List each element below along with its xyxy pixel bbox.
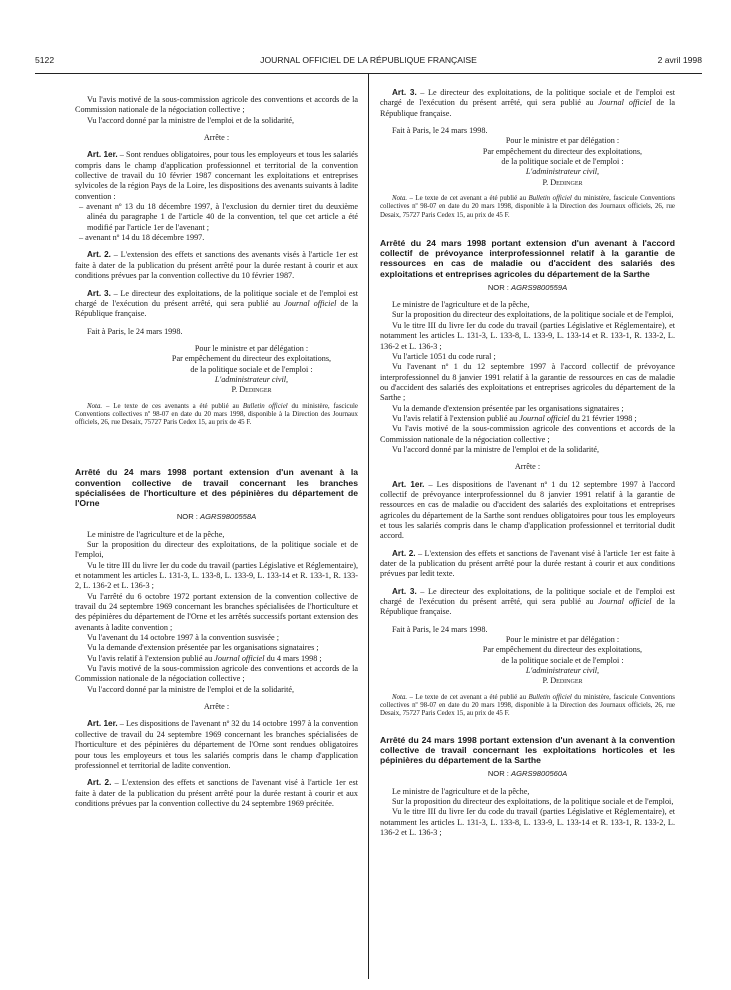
paragraph: Vu l'arrêté du 6 octobre 1972 portant extension de la convention collective de travail du 24 septembre 1969 concernant les branches spécialisées de l'horticulture et des pépinières du département de l'Orne et les arrêtés successifs portant extension des avenants à ladite convention ; (75, 591, 358, 632)
signatory-name: P. Dedinger (542, 177, 583, 187)
paragraph: Le ministre de l'agriculture et de la pêche, (392, 300, 530, 310)
paragraph: Vu l'avis motivé de la sous-commission agricole des conventions et accords de la Commission nationale de la négociation collective ; (380, 424, 675, 444)
article-text: – Sont rendues obligatoires, pour tous les employeurs et tous les salariés compris dans le champ d'application professionnel et territorial de la convention collective de travail du 10 février 1987 concernant les exploitations et entreprises sylvicoles de la région Pays de la Loire, les dispositions des avenants suivants à ladite convention : (75, 150, 358, 201)
paragraph: Vu la demande d'extension présentée par les organisations signataires ; (87, 643, 319, 653)
article-text: – Les dispositions de l'avenant nº 32 du 14 octobre 1997 à la convention collective de travail du 24 septembre 1969 concernant les branches spécialisées de l'horticulture et des pépinières du département de l'Orne sont rendues obligatoires pour tous les employeurs et tous les salariés compris dans le champ d'application professionnel et territorial de ladite convention. (75, 719, 358, 770)
article-3 (75, 289, 358, 320)
decree-title: Arrêté du 24 mars 1998 portant extension d'un avenant à l'accord collectif de prévoyance interprofessionnel relatif à la garantie de ressources en cas de maladie ou d'accident des salariés des exploitations et entreprises agricoles du département de la Sarthe (380, 237, 675, 279)
bulletin-ref: Bulletin officiel (528, 195, 572, 203)
journal-ref: Journal officiel (284, 298, 337, 308)
article-text: – Le directeur des exploitations, de la politique sociale et de l'emploi est chargé de l'exécution du présent arrêté, qui sera publié au (380, 88, 675, 108)
signature-line: Par empêchement du directeur des exploitations, (482, 645, 643, 655)
arrete-heading: Arrête : (514, 462, 541, 472)
signature-line: Pour le ministre et par délégation : (505, 635, 620, 645)
nor-code: AGRS9800560A (511, 769, 568, 779)
arrete-heading: Arrête : (203, 133, 230, 143)
signature-block (380, 136, 675, 188)
signature-line: L'administrateur civil, (525, 167, 600, 177)
list-item: – avenant nº 13 du 18 décembre 1997, à l'exclusion du dernier tiret du deuxième alinéa du paragraphe 1 de l'article 40 de la convention, tel que cet article a été modifié par l'article 1er de l'avenant ; (79, 202, 358, 232)
article-label: Art. 1er. (87, 150, 118, 160)
article-text: – L'extension des effets et sanctions des avenants visés à l'article 1er est faite à dater de la publication du présent arrêté pour la durée restant à courir et aux conditions prévues par la convention collective du 10 février 1987. (75, 250, 358, 281)
journal-ref: Journal officiel (598, 98, 652, 108)
article-2 (380, 549, 675, 580)
article-3 (380, 88, 675, 119)
article-label: Art. 2. (87, 778, 112, 788)
signatory-name: P. Dedinger (542, 676, 583, 686)
article-label: Art. 3. (392, 88, 417, 97)
nor-label: NOR : (487, 769, 512, 779)
journal-ref: Journal officiel (598, 597, 652, 607)
journal-title: JOURNAL OFFICIEL DE LA RÉPUBLIQUE FRANÇAISE (260, 55, 477, 65)
nota (380, 195, 675, 220)
signature-block (380, 635, 675, 687)
nor-reference (75, 512, 358, 522)
journal-ref: Journal officiel (519, 413, 570, 423)
article-text: – Le directeur des exploitations, de la politique sociale et de l'emploi est chargé de l'exécution du présent arrêté, qui sera publié au (380, 586, 675, 607)
signature-line: Par empêchement du directeur des exploitations, (171, 354, 332, 364)
article-text: – Le directeur des exploitations, de la politique sociale et de l'emploi est chargé de l'exécution du présent arrêté, qui sera publié au (75, 288, 358, 308)
paragraph: Vu l'avenant du 14 octobre 1997 à la convention susvisée ; (87, 633, 279, 643)
paragraph: Vu le titre III du livre Ier du code du travail (parties Législative et Réglementaire), et notamment les articles L. 131-3, L. 133-8, L. 133-9, L. 133-14 et R. 133-1, R. 133-2, L. 136-2 et L. 136-3 ; (75, 560, 358, 591)
nota-text: – Le texte de ces avenants a été publié au (102, 402, 243, 410)
paragraph: Vu le titre III du livre Ier du code du travail (parties Législative et Réglementaire), et notamment les articles L. 131-3, L. 133-8, L. 133-9, L. 133-14 et R. 133-1, R. 133-2, L. 136-2 et L. 136-3 ; (380, 807, 675, 838)
article-1 (380, 480, 675, 542)
nor-reference (380, 283, 675, 293)
nor-label: NOR : (176, 512, 201, 522)
signature-line: L'administrateur civil, (214, 374, 289, 384)
nota-label: Nota. (392, 195, 408, 203)
article-text: – L'extension des effets et sanctions de l'avenant visé à l'article 1er est faite à dater de la publication du présent arrêté pour la durée restant à courir et aux conditions prévues par ledit texte. (380, 548, 675, 579)
paragraph: Sur la proposition du directeur des exploitations, de la politique sociale et de l'emploi, (75, 539, 358, 560)
paragraph: Sur la proposition du directeur des exploitations, de la politique sociale et de l'emploi, (392, 797, 674, 807)
article-1 (75, 719, 358, 771)
nota-text: – Le texte de cet avenant a été publié au (407, 693, 529, 701)
article-text: de la République française. (380, 597, 675, 617)
fait-line: Fait à Paris, le 24 mars 1998. (392, 624, 488, 634)
signature-line: de la politique sociale et de l'emploi : (501, 655, 624, 665)
paragraph (380, 414, 675, 424)
nor-code: AGRS9800559A (511, 282, 568, 292)
article-2 (75, 778, 358, 809)
nota-label: Nota. (87, 402, 103, 410)
article-text: de la République française. (380, 98, 675, 118)
article-text: – Les dispositions de l'avenant nº 1 du 12 septembre 1997 à l'accord collectif de prévoyance interprofessionnel du 8 janvier 1991 relatif à la garantie de ressources en cas de maladie ou d'accident des salariés des exploitations et entreprises agricoles du département de la Sarthe sont rendues obligatoires pour tous les employeurs et tous les salariés compris dans le champ d'application professionnel et territorial dudit accord. (380, 479, 675, 541)
nota-text: du ministère, fascicule Conventions collectives nº 98-07 en date du 20 mars 1998, disponible à la Direction des Journaux officiels, 26, rue Desaix, 75727 Paris Cedex 15, au prix de 45 F. (380, 195, 675, 219)
paragraph: Vu l'accord donné par la ministre de l'emploi et de la solidarité, (392, 444, 600, 454)
nota (75, 403, 358, 428)
list-item: – avenant nº 14 du 18 décembre 1997. (79, 233, 205, 243)
page-number: 5122 (35, 55, 55, 65)
nor-code: AGRS9800558A (200, 512, 257, 522)
page-header (35, 55, 702, 74)
nor-reference (380, 769, 675, 779)
right-column (380, 88, 675, 988)
paragraph: Vu l'avis motivé de la sous-commission agricole des conventions et accords de la Commission nationale de la négociation collective ; (75, 664, 358, 684)
paragraph: Sur la proposition du directeur des exploitations, de la politique sociale et de l'emploi, (392, 310, 674, 320)
signature-line: de la politique sociale et de l'emploi : (501, 157, 624, 167)
paragraph-text: Vu l'avis relatif à l'extension publié au (87, 653, 215, 663)
article-label: Art. 1er. (87, 719, 118, 729)
paragraph-text: du 4 mars 1998 ; (264, 653, 322, 663)
bulletin-ref: Bulletin officiel (528, 693, 572, 701)
paragraph: Vu l'avis motivé de la sous-commission agricole des conventions et accords de la Commission nationale de la négociation collective ; (75, 95, 358, 115)
article-label: Art. 3. (87, 288, 111, 298)
fait-line: Fait à Paris, le 24 mars 1998. (392, 126, 488, 136)
issue-date: 2 avril 1998 (657, 55, 702, 65)
article-label: Art. 2. (87, 250, 111, 260)
article-label: Art. 1er. (392, 479, 425, 489)
column-divider (368, 74, 369, 979)
article-1 (75, 150, 358, 202)
article-label: Art. 2. (392, 548, 416, 558)
bulletin-ref: Bulletin officiel (242, 402, 288, 410)
paragraph: Vu l'article 1051 du code rural ; (392, 351, 496, 361)
arrete-heading: Arrête : (203, 702, 230, 712)
journal-ref: Journal officiel (214, 653, 265, 663)
article-text: – L'extension des effets et sanctions de l'avenant visé à l'article 1er est faite à dater de la publication du présent arrêté pour la durée restant à courir et aux conditions prévues par la convention collective du 24 septembre 1969 précitée. (75, 778, 358, 808)
paragraph: Le ministre de l'agriculture et de la pêche, (87, 529, 225, 539)
decree-title: Arrêté du 24 mars 1998 portant extension d'un avenant à la convention collective de travail concernant les branches spécialisées de l'horticulture et des pépinières du département de l'Orne (75, 467, 358, 509)
nota-text: du ministère, fascicule Conventions collectives nº 98-07 en date du 20 mars 1998, disponible à la Direction des Journaux officiels, 26, rue Desaix, 75727 Paris Cedex 15, au prix de 45 F. (75, 402, 358, 427)
decree-title: Arrêté du 24 mars 1998 portant extension d'un avenant à la convention collective de travail concernant les exploitations horticoles et les pépinières du département de la Sarthe (380, 734, 675, 766)
paragraph: Vu l'avenant nº 1 du 12 septembre 1997 à l'accord collectif de prévoyance interprofessionnel du 8 janvier 1991 relatif à la garantie de ressources en cas de maladie ou d'accident des salariés des exploitations et entreprises agricoles du département de la Sarthe ; (380, 362, 675, 403)
nota-text: du ministère, fascicule Conventions collectives nº 98-07 en date du 20 mars 1998, disponible à la Direction des Journaux officiels, 26, rue Desaix, 75727 Paris Cedex 15, au prix de 45 F. (380, 693, 675, 718)
paragraph: Vu le titre III du livre Ier du code du travail (parties Législative et Réglementaire), et notamment les articles L. 131-3, L. 133-8, L. 133-9, L. 133-14 et R. 133-1, R. 133-2, L. 136-2 et L. 136-3 ; (380, 320, 675, 351)
paragraph-text: du 21 février 1998 ; (569, 413, 637, 423)
paragraph: Vu l'accord donné par la ministre de l'emploi et de la solidarité, (87, 115, 295, 125)
nota-label: Nota. (392, 693, 408, 701)
paragraph: Vu l'accord donné par la ministre de l'emploi et de la solidarité, (87, 684, 295, 694)
signature-line: Par empêchement du directeur des exploitations, (482, 146, 643, 156)
article-3 (380, 587, 675, 618)
signature-line: Pour le ministre et par délégation : (194, 343, 309, 353)
left-column (75, 95, 358, 985)
nota (380, 694, 675, 719)
nor-label: NOR : (487, 282, 512, 292)
signature-line: L'administrateur civil, (525, 666, 600, 676)
fait-line: Fait à Paris, le 24 mars 1998. (87, 326, 183, 336)
nota-text: – Le texte de cet avenant a été publié au (407, 195, 529, 203)
signature-line: de la politique sociale et de l'emploi : (190, 364, 313, 374)
article-2 (75, 250, 358, 281)
signature-line: Pour le ministre et par délégation : (505, 136, 620, 146)
paragraph (75, 654, 358, 664)
paragraph-text: Vu l'avis relatif à l'extension publié au (392, 413, 520, 423)
paragraph: Vu la demande d'extension présentée par les organisations signataires ; (392, 403, 624, 413)
paragraph: Le ministre de l'agriculture et de la pêche, (392, 786, 530, 796)
signature-block (75, 344, 358, 396)
signatory-name: P. Dedinger (231, 385, 272, 395)
article-text: de la République française. (75, 298, 358, 319)
article-label: Art. 3. (392, 586, 417, 596)
